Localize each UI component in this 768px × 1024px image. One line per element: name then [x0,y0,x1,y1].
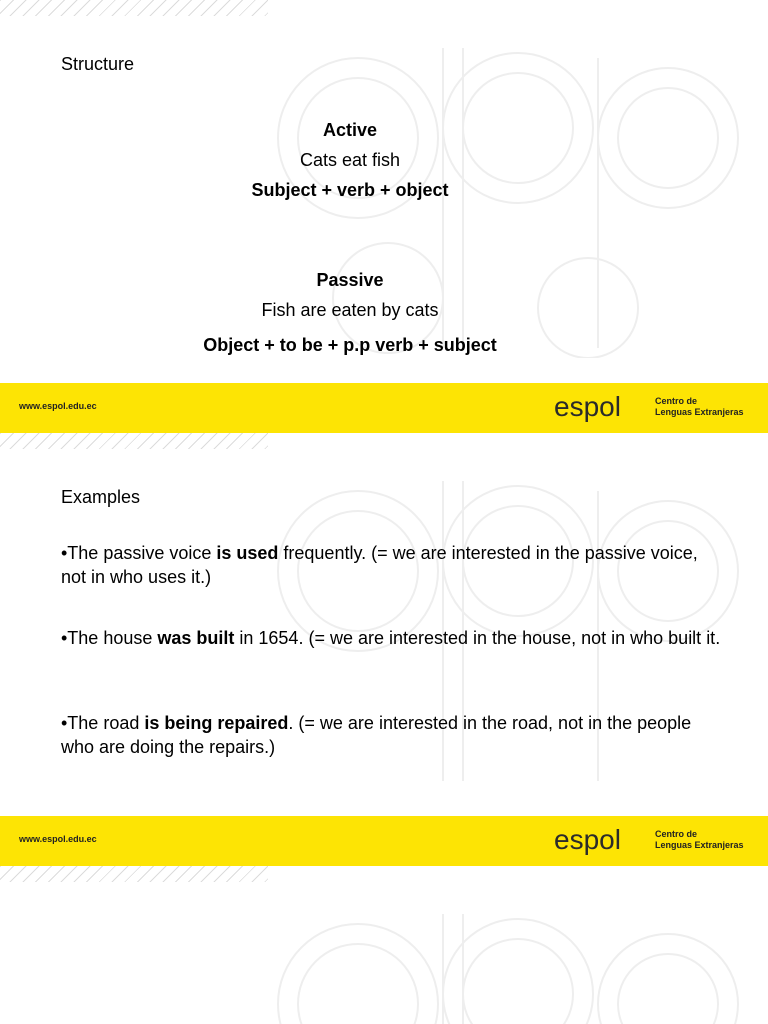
centro-line1: Centro de [655,396,698,406]
centro-lenguas-label [655,829,744,851]
footer-url[interactable]: www.espol.edu.ec [19,834,97,844]
slide-structure [0,0,768,384]
svg-text:espol: espol [554,391,621,422]
espol-logo [554,823,638,859]
svg-text:espol: espol [554,824,621,855]
example-text: . (= we are interested in the road, not in the people who are doing the repairs.) [61,713,692,757]
centro-line2: Lenguas Extranjeras [655,840,744,850]
slide-next-partial [0,866,768,1024]
examples-heading: Examples [61,487,141,507]
centro-line1: Centro de [655,829,698,839]
example-item [61,626,721,650]
example-text: •The road [61,713,145,733]
example-item [61,711,721,759]
espol-watermark [268,884,748,1024]
footer-url[interactable]: www.espol.edu.ec [19,401,97,411]
passive-example: Fish are eaten by cats [261,300,439,320]
passive-formula: Object + to be + p.p verb + subject [203,335,497,355]
slide-examples [0,433,768,817]
example-text: •The house [61,628,158,648]
example-text: in 1654. (= we are interested in the house, not in who built it. [234,628,721,648]
active-label: Active [322,120,378,140]
hatch-decoration [0,0,268,16]
structure-heading: Structure [61,54,135,74]
espol-logo [554,390,638,426]
example-text: frequently. (= we are interested in the passive voice, not in who uses it.) [61,543,698,587]
centro-lenguas-label [655,396,744,418]
footer-band [0,816,768,866]
example-bold-verb: is being repaired [144,713,289,733]
example-bold-verb: is used [216,543,279,563]
hatch-decoration [0,866,268,882]
passive-label: Passive [316,270,384,290]
example-item [61,541,721,589]
example-bold-verb: was built [157,628,235,648]
footer-band [0,383,768,433]
example-text: •The passive voice [61,543,217,563]
active-formula: Subject + verb + object [251,180,449,200]
centro-line2: Lenguas Extranjeras [655,407,744,417]
active-example: Cats eat fish [299,150,401,170]
hatch-decoration [0,433,268,449]
